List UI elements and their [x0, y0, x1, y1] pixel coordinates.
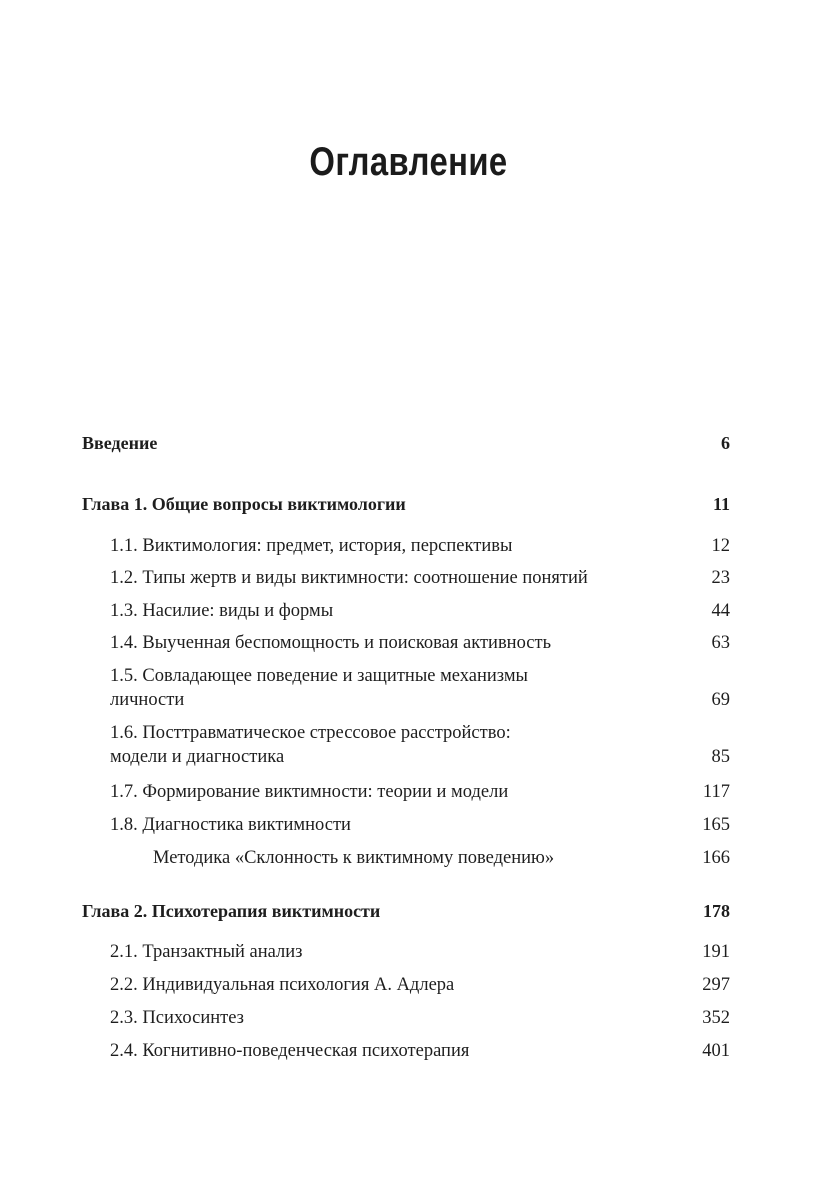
page-title: Оглавление: [309, 140, 508, 184]
toc-entry-2-1[interactable]: [110, 941, 730, 963]
toc-entry-label: 2.2. Индивидуальная психология А. Адлера: [110, 975, 455, 995]
toc-entry-page: 191: [702, 942, 730, 962]
toc-entry-page: 44: [711, 601, 730, 621]
toc-entry-page: 12: [711, 536, 730, 556]
toc-entry-label: 2.3. Психосинтез: [110, 1008, 244, 1028]
toc-entry-1-2[interactable]: [110, 567, 730, 589]
toc-entry-2-2[interactable]: [110, 974, 730, 996]
toc-entry-label: Методика «Склонность к виктимному поведению»: [153, 848, 555, 868]
toc-entry-page: 117: [702, 782, 730, 802]
toc-entry-label: личности: [110, 690, 185, 710]
toc-entry-label: 2.1. Транзактный анализ: [110, 942, 303, 962]
toc-entry-chapter-1[interactable]: [82, 493, 730, 515]
toc-entry-1-8[interactable]: [110, 814, 730, 836]
toc-entry-page: 165: [702, 815, 730, 835]
toc-entry-page: 69: [711, 690, 730, 710]
toc-entry-1-5-first-line[interactable]: 1.5. Совладающее поведение и защитные механизмы: [110, 666, 528, 686]
toc-entry-introduction[interactable]: [82, 432, 730, 454]
toc-entry-label: 1.3. Насилие: виды и формы: [110, 601, 334, 621]
toc-entry-label: 1.4. Выученная беспомощность и поисковая активность: [110, 633, 552, 653]
toc-entry-1-7[interactable]: [110, 781, 730, 803]
toc-entry-page: 85: [711, 747, 730, 767]
toc-entry-chapter-2[interactable]: [82, 900, 730, 922]
toc-entry-label: 1.8. Диагностика виктимности: [110, 815, 351, 835]
toc-entry-label: 1.7. Формирование виктимности: теории и модели: [110, 782, 509, 802]
toc-entry-page: 166: [702, 848, 730, 868]
toc-entry-label: Введение: [82, 433, 158, 453]
toc-entry-1-5[interactable]: [110, 689, 730, 711]
toc-entry-label: 1.2. Типы жертв и виды виктимности: соотношение понятий: [110, 568, 588, 588]
toc-entry-page: 178: [703, 901, 730, 921]
toc-entry-label: Глава 2. Психотерапия виктимности: [82, 901, 381, 921]
toc-entry-page: 297: [702, 975, 730, 995]
toc-entry-label: Глава 1. Общие вопросы виктимологии: [82, 494, 406, 514]
toc-entry-page: 401: [702, 1041, 730, 1061]
toc-entry-1-4[interactable]: [110, 632, 730, 654]
toc-entry-label: модели и диагностика: [110, 747, 285, 767]
toc-entry-label: 2.4. Когнитивно-поведенческая психотерапия: [110, 1041, 470, 1061]
toc-entry-page: 6: [721, 433, 730, 453]
toc-entry-1-1[interactable]: [110, 535, 730, 557]
toc-entry-page: 63: [711, 633, 730, 653]
toc-entry-2-3[interactable]: [110, 1007, 730, 1029]
toc-entry-2-4[interactable]: [110, 1040, 730, 1062]
toc-entry-page: 11: [712, 494, 730, 514]
toc-entry-1-6-first-line[interactable]: 1.6. Посттравматическое стрессовое расстройство:: [110, 723, 511, 743]
toc-entry-1-3[interactable]: [110, 600, 730, 622]
toc-entry-page: 352: [702, 1008, 730, 1028]
toc-entry-method[interactable]: [153, 847, 730, 869]
toc-entry-1-6[interactable]: [110, 746, 730, 768]
toc-entry-page: 23: [711, 568, 730, 588]
toc-entry-label: 1.1. Виктимология: предмет, история, перспективы: [110, 536, 513, 556]
